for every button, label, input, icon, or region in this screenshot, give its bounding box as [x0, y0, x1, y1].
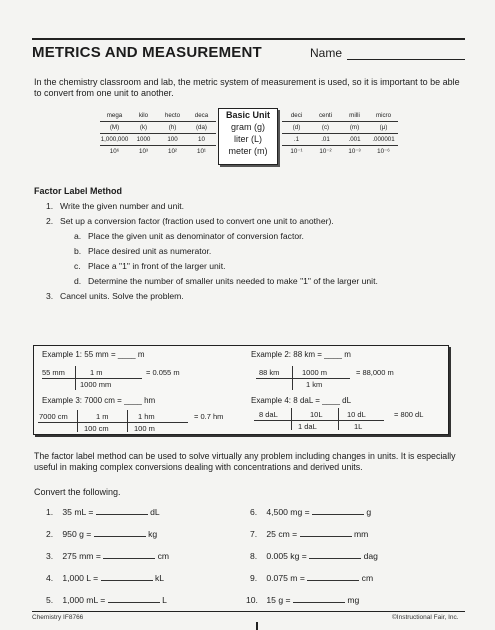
small-prefix-table — [282, 110, 398, 157]
prefix-power: 10² — [168, 148, 177, 155]
intro-text: In the chemistry classroom and lab, the metric system of measurement is used, so it is important to be able to convert from one unit to another. — [34, 77, 460, 98]
prefix-name: deci — [282, 110, 311, 122]
fraction-bar — [254, 420, 384, 421]
answer-blank[interactable] — [312, 506, 364, 515]
prefix-power: 10⁻³ — [348, 148, 361, 155]
prefix-symbol: (d) — [282, 122, 311, 134]
prefix-value: 1,000,000 — [100, 134, 129, 146]
prefix-name: kilo — [129, 110, 158, 122]
prefix-symbol: (da) — [187, 122, 216, 134]
prefix-symbol: (h) — [158, 122, 187, 134]
prefix-name: milli — [340, 110, 369, 122]
question-item: 5. 1,000 mL = L — [46, 595, 167, 605]
answer-blank[interactable] — [293, 594, 345, 603]
question-item: 8. 0.005 kg = dag — [250, 551, 378, 561]
fraction-divider — [75, 366, 76, 390]
page-mark — [256, 622, 258, 630]
name-label: Name — [310, 46, 343, 60]
footer-right: ©Instructional Fair, Inc. — [392, 614, 459, 621]
example-4-given: 8 daL — [259, 410, 278, 419]
question-item: 9. 0.075 m = cm — [250, 573, 374, 583]
question-item: 2. 950 g = kg — [46, 529, 158, 539]
prefix-symbol: (k) — [129, 122, 158, 134]
example-4-numerator-2: 10 dL — [347, 410, 366, 419]
example-2-denominator: 1 km — [306, 380, 323, 389]
prefix-power: 10⁶ — [109, 148, 120, 155]
basic-unit: gram (g) — [230, 122, 265, 132]
example-1-prompt: Example 1: 55 mm = ____ m — [42, 350, 145, 359]
example-3-numerator-1: 1 m — [96, 412, 109, 421]
example-4-denominator-2: 1L — [354, 422, 363, 431]
example-3-numerator-2: 1 hm — [138, 412, 155, 421]
basic-unit-heading: Basic Unit — [225, 110, 270, 120]
example-4-result: = 800 dL — [394, 410, 424, 419]
examples-box — [33, 345, 449, 435]
prefix-symbol: (M) — [100, 122, 129, 134]
fraction-bar — [42, 378, 142, 379]
method-step: b. Place desired unit as numerator. — [74, 246, 212, 256]
question-item: 4. 1,000 L = kL — [46, 573, 165, 583]
question-item: 3. 275 mm = cm — [46, 551, 170, 561]
fraction-bar — [256, 378, 350, 379]
example-4-denominator-1: 1 daL — [298, 422, 317, 431]
page-title: METRICS AND MEASUREMENT — [32, 44, 262, 61]
prefix-symbol: (m) — [340, 122, 369, 134]
prefix-symbol: (c) — [311, 122, 340, 134]
example-2-result: = 88,000 m — [356, 368, 394, 377]
prefix-name: mega — [100, 110, 129, 122]
basic-unit-box — [218, 108, 278, 165]
prefix-power: 10¹ — [197, 148, 206, 155]
name-blank[interactable] — [347, 59, 465, 60]
prefix-power: 10⁻² — [319, 148, 332, 155]
answer-blank[interactable] — [101, 572, 153, 581]
fraction-bar — [38, 422, 188, 423]
answer-blank[interactable] — [96, 506, 148, 515]
method-step: 3. Cancel units. Solve the problem. — [46, 291, 184, 301]
question-item: 1. 35 mL = dL — [46, 507, 160, 517]
answer-blank[interactable] — [94, 528, 146, 537]
top-rule — [32, 38, 465, 40]
prefix-value: 10 — [187, 134, 216, 146]
example-4-numerator-1: 10L — [310, 410, 323, 419]
question-item: 6. 4,500 mg = g — [250, 507, 372, 517]
fraction-divider — [127, 410, 128, 432]
footer-left: Chemistry IF8766 — [32, 614, 84, 621]
prefix-value: 1000 — [129, 134, 158, 146]
question-item: 10. 15 g = mg — [246, 595, 360, 605]
prefix-name: centi — [311, 110, 340, 122]
prefix-power: 10⁻⁶ — [377, 148, 390, 155]
answer-blank[interactable] — [307, 572, 359, 581]
example-1-given: 55 mm — [42, 368, 65, 377]
prefix-power: 10³ — [139, 148, 148, 155]
method-heading: Factor Label Method — [34, 186, 123, 196]
example-2-prompt: Example 2: 88 km = ____ m — [251, 350, 351, 359]
prefix-value: .1 — [282, 134, 311, 146]
answer-blank[interactable] — [309, 550, 361, 559]
fraction-divider — [77, 410, 78, 432]
example-2-given: 88 km — [259, 368, 280, 377]
method-step: 1. Write the given number and unit. — [46, 201, 185, 211]
example-3-denominator-1: 100 cm — [84, 424, 109, 433]
prefix-power: 10⁻¹ — [290, 148, 303, 155]
example-1-result: = 0.055 m — [146, 368, 180, 377]
method-description: The factor label method can be used to solve virtually any problem including changes in units. It is especially useful in making complex conversions dealing with concentrations and derived units. — [34, 451, 456, 472]
example-3-prompt: Example 3: 7000 cm = ____ hm — [42, 396, 156, 405]
method-step: c. Place a "1" in front of the larger unit. — [74, 261, 226, 271]
example-3-denominator-2: 100 m — [134, 424, 155, 433]
fraction-divider — [291, 408, 292, 430]
large-prefix-table — [100, 110, 216, 157]
example-1-numerator: 1 m — [90, 368, 103, 377]
fraction-divider — [292, 366, 293, 390]
prefix-symbol: (μ) — [369, 122, 398, 134]
prefix-name: micro — [369, 110, 398, 122]
footer-rule — [32, 611, 465, 612]
example-4-prompt: Example 4: 8 daL = ____ dL — [251, 396, 352, 405]
prefix-value: .01 — [311, 134, 340, 146]
basic-unit: liter (L) — [233, 134, 262, 144]
prefix-name: deca — [187, 110, 216, 122]
question-item: 7. 25 cm = mm — [250, 529, 369, 539]
example-2-numerator: 1000 m — [302, 368, 328, 377]
answer-blank[interactable] — [300, 528, 352, 537]
method-step: a. Place the given unit as denominator of conversion factor. — [74, 231, 304, 241]
answer-blank[interactable] — [108, 594, 160, 603]
example-1-denominator: 1000 mm — [80, 380, 112, 389]
method-step: d. Determine the number of smaller units needed to make "1" of the larger unit. — [74, 276, 378, 286]
convert-heading: Convert the following. — [34, 487, 121, 497]
prefix-name: hecto — [158, 110, 187, 122]
fraction-divider — [338, 408, 339, 430]
prefix-value: 100 — [158, 134, 187, 146]
prefix-value: .000001 — [369, 134, 398, 146]
method-step: 2. Set up a conversion factor (fraction used to convert one unit to another). — [46, 216, 334, 226]
basic-unit: meter (m) — [228, 146, 268, 156]
example-3-result: = 0.7 hm — [194, 412, 224, 421]
answer-blank[interactable] — [103, 550, 155, 559]
prefix-value: .001 — [340, 134, 369, 146]
example-3-given: 7000 cm — [39, 412, 68, 421]
